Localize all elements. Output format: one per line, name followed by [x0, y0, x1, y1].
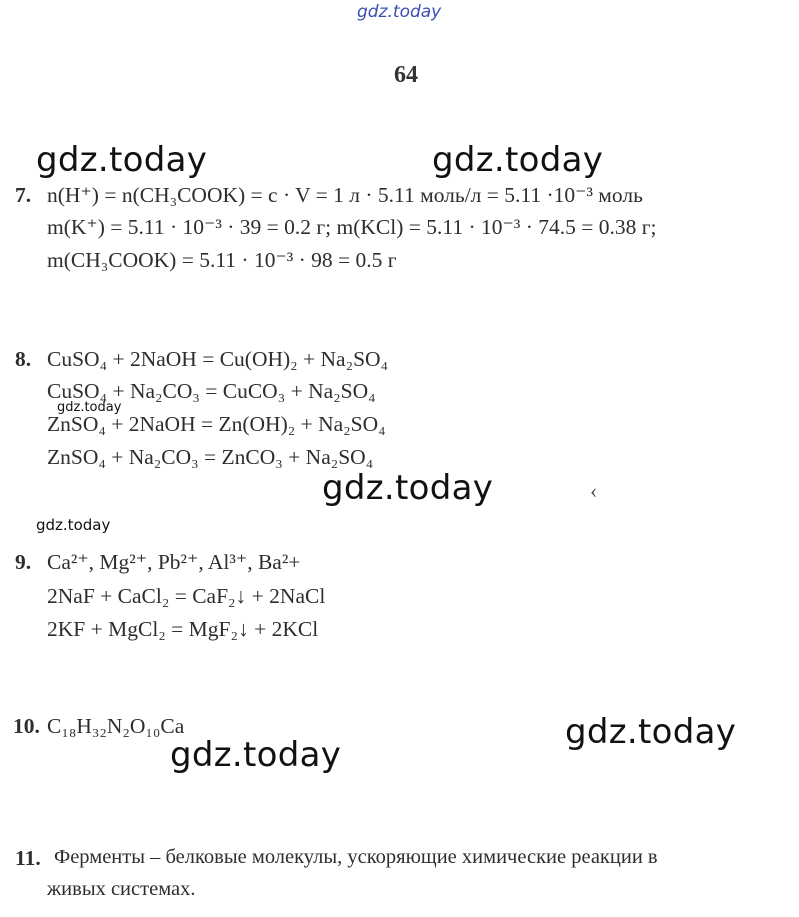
task-number: 8. — [15, 347, 32, 371]
watermark: gdz.today — [322, 468, 494, 508]
task-number: 10. — [13, 714, 40, 738]
task-line: CuSO₄ + 2NaOH = Cu(OH)₂ + Na₂SO₄ — [47, 347, 389, 371]
task-number: 7. — [15, 183, 32, 207]
watermark: gdz.today — [36, 516, 111, 534]
watermark: gdz.today — [565, 712, 737, 752]
watermark: gdz.today — [170, 735, 342, 775]
task-line: CuSO₄ + Na₂CO₃ = CuCO₃ + Na₂SO₄ — [47, 379, 376, 403]
watermark: gdz.today — [432, 140, 604, 180]
watermark: gdz.today — [36, 140, 208, 180]
task-number: 11. — [15, 846, 41, 870]
task-number: 9. — [15, 550, 32, 574]
watermark: gdz.today — [57, 400, 122, 415]
task-line: Ca²⁺, Mg²⁺, Pb²⁺, Al³⁺, Ba²+ — [47, 550, 301, 574]
watermark-top: gdz.today — [357, 2, 442, 22]
stray-mark: ‹ — [590, 478, 598, 503]
task-line: Ферменты – белковые молекулы, ускоряющие химические реакции в — [54, 846, 658, 868]
task-line: m(CH₃COOK) = 5.11 · 10⁻³ · 98 = 0.5 г — [47, 248, 397, 272]
task-line: 2NaF + CaCl₂ = CaF₂↓ + 2NaCl — [47, 584, 326, 608]
task-line: n(H⁺) = n(CH₃COOK) = c · V = 1 л · 5.11 моль/л = 5.11 ·10⁻³ моль — [47, 183, 643, 207]
task-line: ZnSO₄ + Na₂CO₃ = ZnCO₃ + Na₂SO₄ — [47, 445, 374, 469]
task-line: m(K⁺) = 5.11 · 10⁻³ · 39 = 0.2 г; m(KCl) = 5.11 · 10⁻³ · 74.5 = 0.38 г; — [47, 215, 657, 239]
task-line: ZnSO₄ + 2NaOH = Zn(OH)₂ + Na₂SO₄ — [47, 412, 386, 436]
task-line: живых системах. — [47, 878, 196, 900]
task-line: C₁₈H₃₂N₂O₁₀Ca — [47, 714, 185, 738]
page-number: 64 — [394, 62, 418, 88]
task-line: 2KF + MgCl₂ = MgF₂↓ + 2KCl — [47, 617, 319, 641]
